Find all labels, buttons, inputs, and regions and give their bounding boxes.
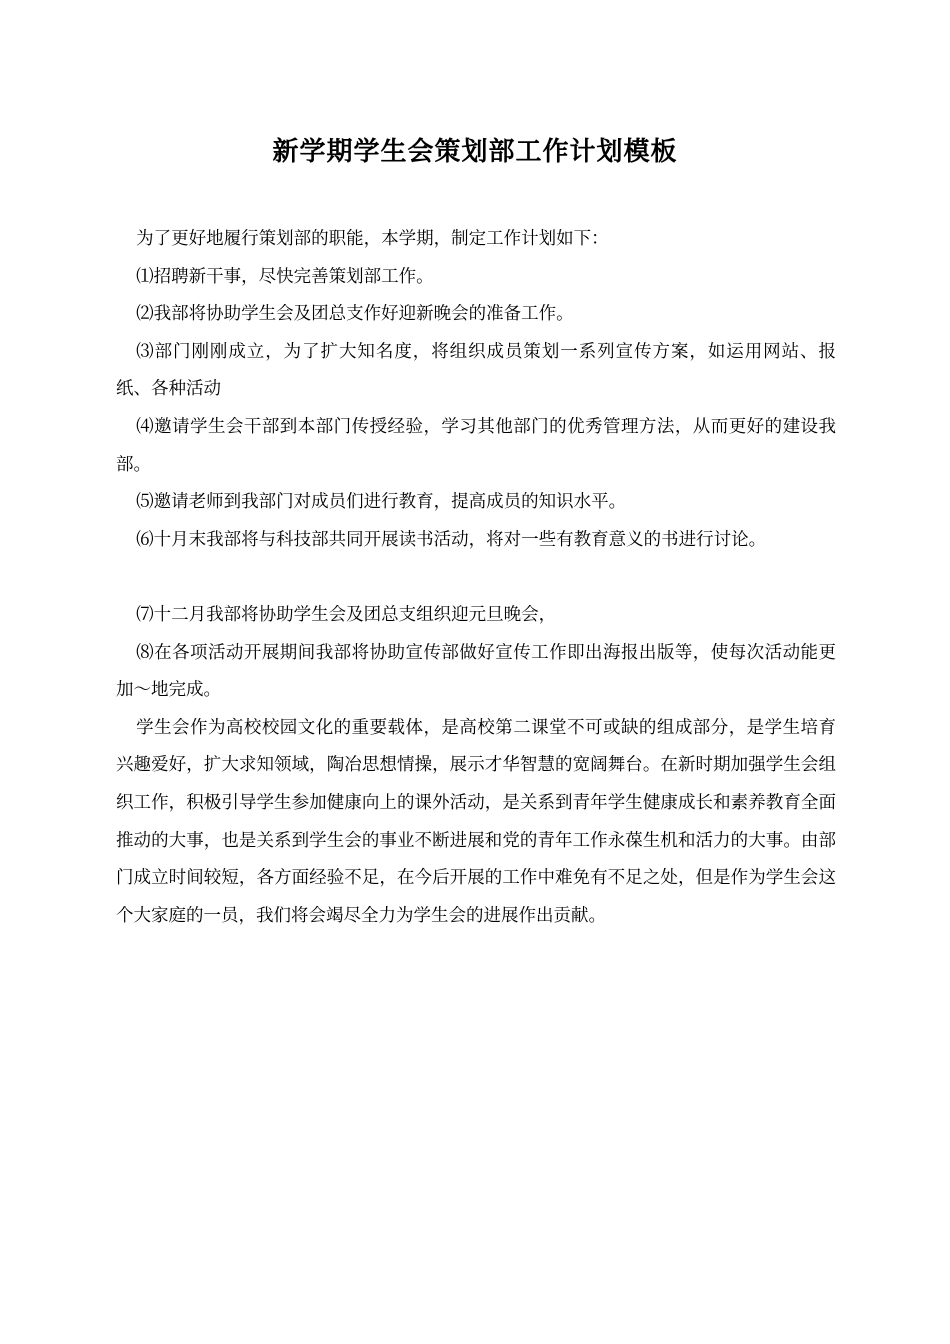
plan-item-7: ⑺十二月我部将协助学生会及团总支组织迎元旦晚会，	[136, 604, 557, 625]
document-title: 新学期学生会策划部工作计划模板	[272, 137, 678, 167]
plan-item-4: ⑷邀请学生会干部到本部门传授经验，学习其他部门的优秀管理方法，从而更好的建设我部。	[116, 416, 836, 475]
blank-line	[116, 559, 836, 597]
document-body	[116, 221, 836, 935]
plan-item-3: ⑶部门刚刚成立，为了扩大知名度，将组织成员策划一系列宣传方案，如运用网站、报纸、各种活动	[116, 341, 836, 400]
plan-item-1: ⑴招聘新干事，尽快完善策划部工作。	[136, 266, 434, 287]
plan-item-8: ⑻在各项活动开展期间我部将协助宣传部做好宣传工作即出海报出版等，使每次活动能更加～地完成。	[116, 642, 836, 701]
closing-paragraph: 学生会作为高校校园文化的重要载体，是高校第二课堂不可或缺的组成部分，是学生培育兴趣爱好，扩大求知领域，陶冶思想情操，展示才华智慧的宽阔舞台。在新时期加强学生会组织工作，积极引导学生参加健康向上的课外活动，是关系到青年学生健康成长和素养教育全面推动的大事，也是关系到学生会的事业不断进展和党的青年工作永葆生机和活力的大事。由部门成立时间较短，各方面经验不足，在今后开展的工作中难免有不足之处，但是作为学生会这个大家庭的一员，我们将会竭尽全力为学生会的进展作出贡献。	[116, 717, 836, 926]
plan-item-5: ⑸邀请老师到我部门对成员们进行教育，提高成员的知识水平。	[136, 492, 627, 513]
plan-item-2: ⑵我部将协助学生会及团总支作好迎新晚会的准备工作。	[136, 304, 574, 325]
intro-paragraph: 为了更好地履行策划部的职能，本学期，制定工作计划如下：	[136, 229, 609, 249]
plan-item-6: ⑹十月末我部将与科技部共同开展读书活动，将对一些有教育意义的书进行讨论。	[136, 529, 767, 550]
